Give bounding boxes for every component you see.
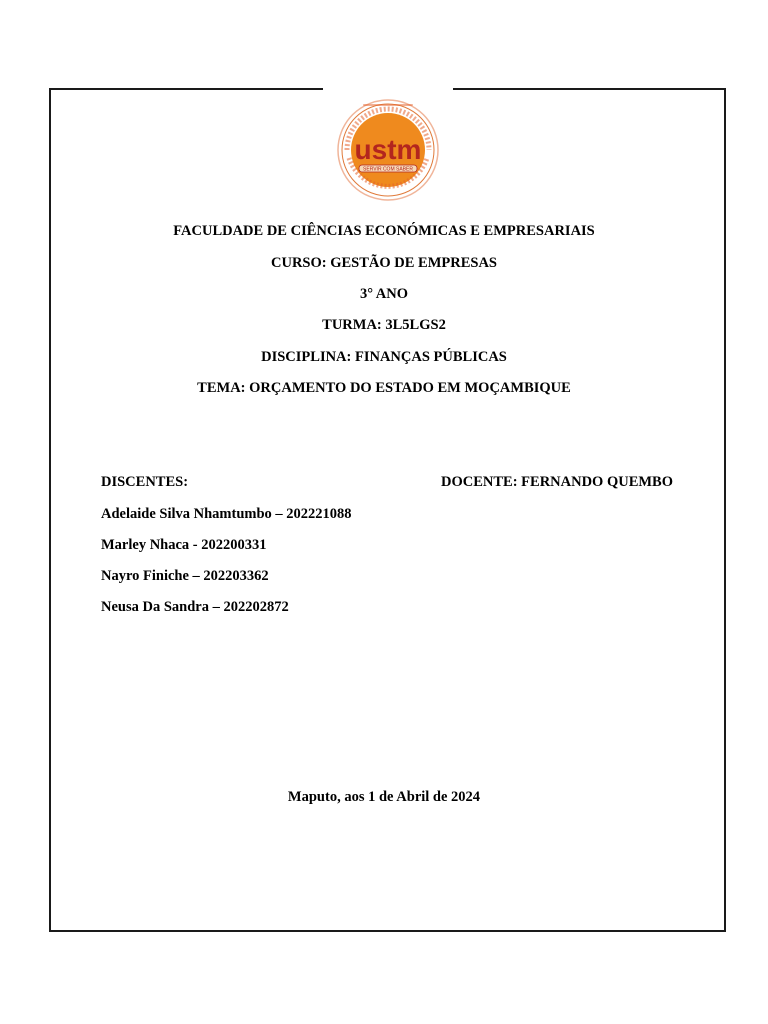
university-logo [323, 88, 453, 214]
place-date: Maputo, aos 1 de Abril de 2024 [287, 789, 481, 805]
svg-text:ustm: ustm [354, 134, 422, 165]
subject-line: DISCIPLINA: FINANÇAS PÚBLICAS [261, 349, 507, 365]
student-item: Neusa Da Sandra – 202202872 [101, 599, 289, 615]
year-line: 3° ANO [359, 286, 409, 302]
student-item: Nayro Finiche – 202203362 [101, 568, 269, 584]
theme-line: TEMA: ORÇAMENTO DO ESTADO EM MOÇAMBIQUE [197, 380, 571, 396]
student-item: Adelaide Silva Nhamtumbo – 202221088 [101, 506, 352, 522]
class-line: TURMA: 3L5LGS2 [322, 317, 446, 333]
teacher-line: DOCENTE: FERNANDO QUEMBO [441, 474, 674, 490]
course-line: CURSO: GESTÃO DE EMPRESAS [271, 255, 497, 271]
svg-text:SERVIR COM SABER: SERVIR COM SABER [363, 166, 413, 173]
student-item: Marley Nhaca - 202200331 [101, 537, 267, 553]
faculty-title: FACULDADE DE CIÊNCIAS ECONÓMICAS E EMPRESARIAIS [173, 223, 595, 239]
students-heading: DISCENTES: [101, 474, 189, 490]
